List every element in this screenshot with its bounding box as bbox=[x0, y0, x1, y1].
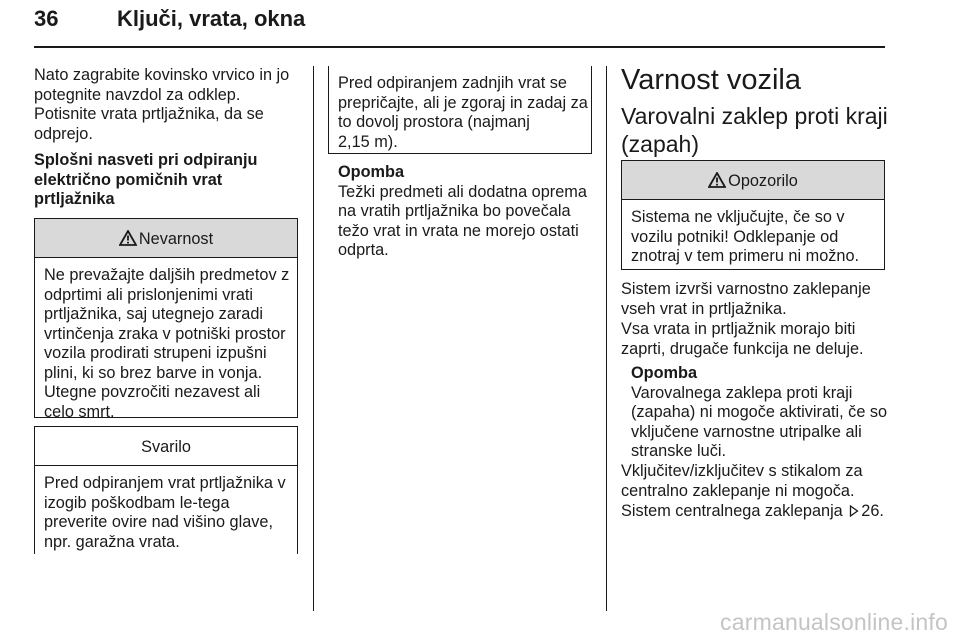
text-line: npr. garažna vrata. bbox=[44, 532, 180, 551]
warning-box-title: Opozorilo bbox=[728, 172, 798, 190]
note-block bbox=[338, 163, 587, 261]
danger-box-body bbox=[35, 258, 297, 422]
text-line: Nato zagrabite kovinsko vrvico in jo bbox=[34, 66, 290, 84]
text-line: odprta. bbox=[338, 241, 389, 259]
note-title: Opomba bbox=[631, 364, 698, 382]
text-line: vseh vrat in prtljažnika. bbox=[621, 299, 787, 318]
warning-triangle-icon bbox=[708, 172, 726, 193]
note-title: Opomba bbox=[338, 163, 405, 181]
header-rule bbox=[34, 46, 885, 48]
paragraph bbox=[621, 320, 864, 359]
text-line: Splošni nasveti pri odpiranju bbox=[34, 151, 258, 169]
paragraph bbox=[621, 280, 871, 319]
warning-box-body bbox=[622, 200, 884, 267]
text-line: odprejo. bbox=[34, 124, 93, 143]
text-line: zaprti, drugače funkcija ne deluje. bbox=[621, 339, 864, 358]
continued-caution-body bbox=[329, 66, 591, 152]
page-title: Ključi, vrata, okna bbox=[117, 6, 306, 31]
text-line: Varovalnega zaklepa proti kraji bbox=[631, 383, 853, 402]
danger-box-header bbox=[35, 219, 297, 258]
text-line: izogib poškodbam le-tega bbox=[44, 493, 230, 512]
warning-triangle-icon bbox=[119, 230, 137, 251]
text-line: na vratih prtljažnika bo povečala bbox=[338, 202, 571, 220]
text-line: vrtinčenja zraka v potniški prostor bbox=[44, 324, 286, 343]
text-line: Sistema ne vključujte, če so v bbox=[631, 208, 845, 226]
text-line: Ne prevažajte daljših predmetov z bbox=[44, 266, 290, 284]
text-line: celo smrt. bbox=[44, 402, 115, 421]
section-subheading bbox=[621, 102, 888, 158]
page-reference-arrow-icon bbox=[849, 503, 859, 515]
text-line: Sistem izvrši varnostno zaklepanje bbox=[621, 280, 871, 298]
text-line: prtljažnika, saj utegnejo zaradi bbox=[44, 305, 264, 323]
text-line: znotraj v tem primeru ni možno. bbox=[631, 247, 860, 265]
caution-box-header bbox=[35, 427, 297, 466]
warning-box bbox=[621, 160, 885, 270]
text-line: Potisnite vrata prtljažnika, da se bbox=[34, 105, 264, 123]
paragraph bbox=[621, 502, 884, 522]
danger-box-title: Nevarnost bbox=[138, 230, 214, 248]
text-line: potegnite navzdol za odklep. bbox=[34, 85, 241, 104]
text-line: vozila prodirati strupeni izpušni bbox=[44, 344, 267, 362]
text-line: Pred odpiranjem vrat prtljažnika v bbox=[44, 474, 286, 492]
text-line: plini, ki so brez barve in vonja. bbox=[44, 363, 263, 382]
caution-box bbox=[34, 426, 298, 554]
text-line: prepričajte, ali je zgoraj in zadaj za bbox=[338, 93, 588, 112]
text-line: Pred odpiranjem zadnjih vrat se bbox=[338, 74, 567, 92]
section-heading: Varnost vozila bbox=[621, 64, 801, 96]
paragraph bbox=[621, 462, 863, 501]
text-line: Vključitev/izključitev s stikalom za bbox=[621, 462, 863, 480]
column-divider-2 bbox=[606, 66, 607, 611]
text-line: Vsa vrata in prtljažnik morajo biti bbox=[621, 320, 856, 338]
column-divider-1 bbox=[313, 66, 314, 611]
watermark: carmanualsonline.info bbox=[720, 609, 948, 635]
text-line: težo vrat in vrata ne morejo ostati bbox=[338, 221, 579, 240]
text-line: (zapaha) ni mogoče aktivirati, če so bbox=[631, 403, 888, 421]
text-line: 2,15 m). bbox=[338, 132, 398, 151]
danger-box bbox=[34, 218, 298, 421]
page-number: 36 bbox=[34, 6, 59, 31]
page-reference[interactable]: 26. bbox=[861, 502, 884, 520]
text-line: preverite ovire nad višino glave, bbox=[44, 513, 273, 531]
text-line: (zapah) bbox=[621, 131, 699, 157]
warning-box-header bbox=[622, 161, 884, 200]
caution-box-title: Svarilo bbox=[141, 438, 191, 456]
intro-paragraph bbox=[34, 66, 289, 144]
text-line: Težki predmeti ali dodatna oprema bbox=[338, 182, 587, 201]
section-subheading bbox=[34, 151, 257, 210]
text-line: električno pomičnih vrat bbox=[34, 170, 223, 189]
text-line: to dovolj prostora (najmanj bbox=[338, 113, 530, 131]
text-line: prtljažnika bbox=[34, 190, 115, 208]
text-line: centralno zaklepanje ni mogoča. bbox=[621, 481, 855, 500]
note-block bbox=[631, 364, 887, 462]
text-line: Varovalni zaklep proti kraji bbox=[621, 103, 888, 129]
continued-caution-box bbox=[328, 66, 592, 154]
text-line: odprtimi ali prislonjenimi vrati bbox=[44, 285, 254, 304]
text-line: stranske luči. bbox=[631, 442, 727, 460]
text-line: vozilu potniki! Odklepanje od bbox=[631, 227, 839, 246]
text-line: Sistem centralnega zaklepanja bbox=[621, 502, 843, 520]
text-line: vključene varnostne utripalke ali bbox=[631, 422, 862, 441]
caution-box-body bbox=[35, 466, 297, 552]
text-line: Utegne povzročiti nezavest ali bbox=[44, 383, 261, 401]
